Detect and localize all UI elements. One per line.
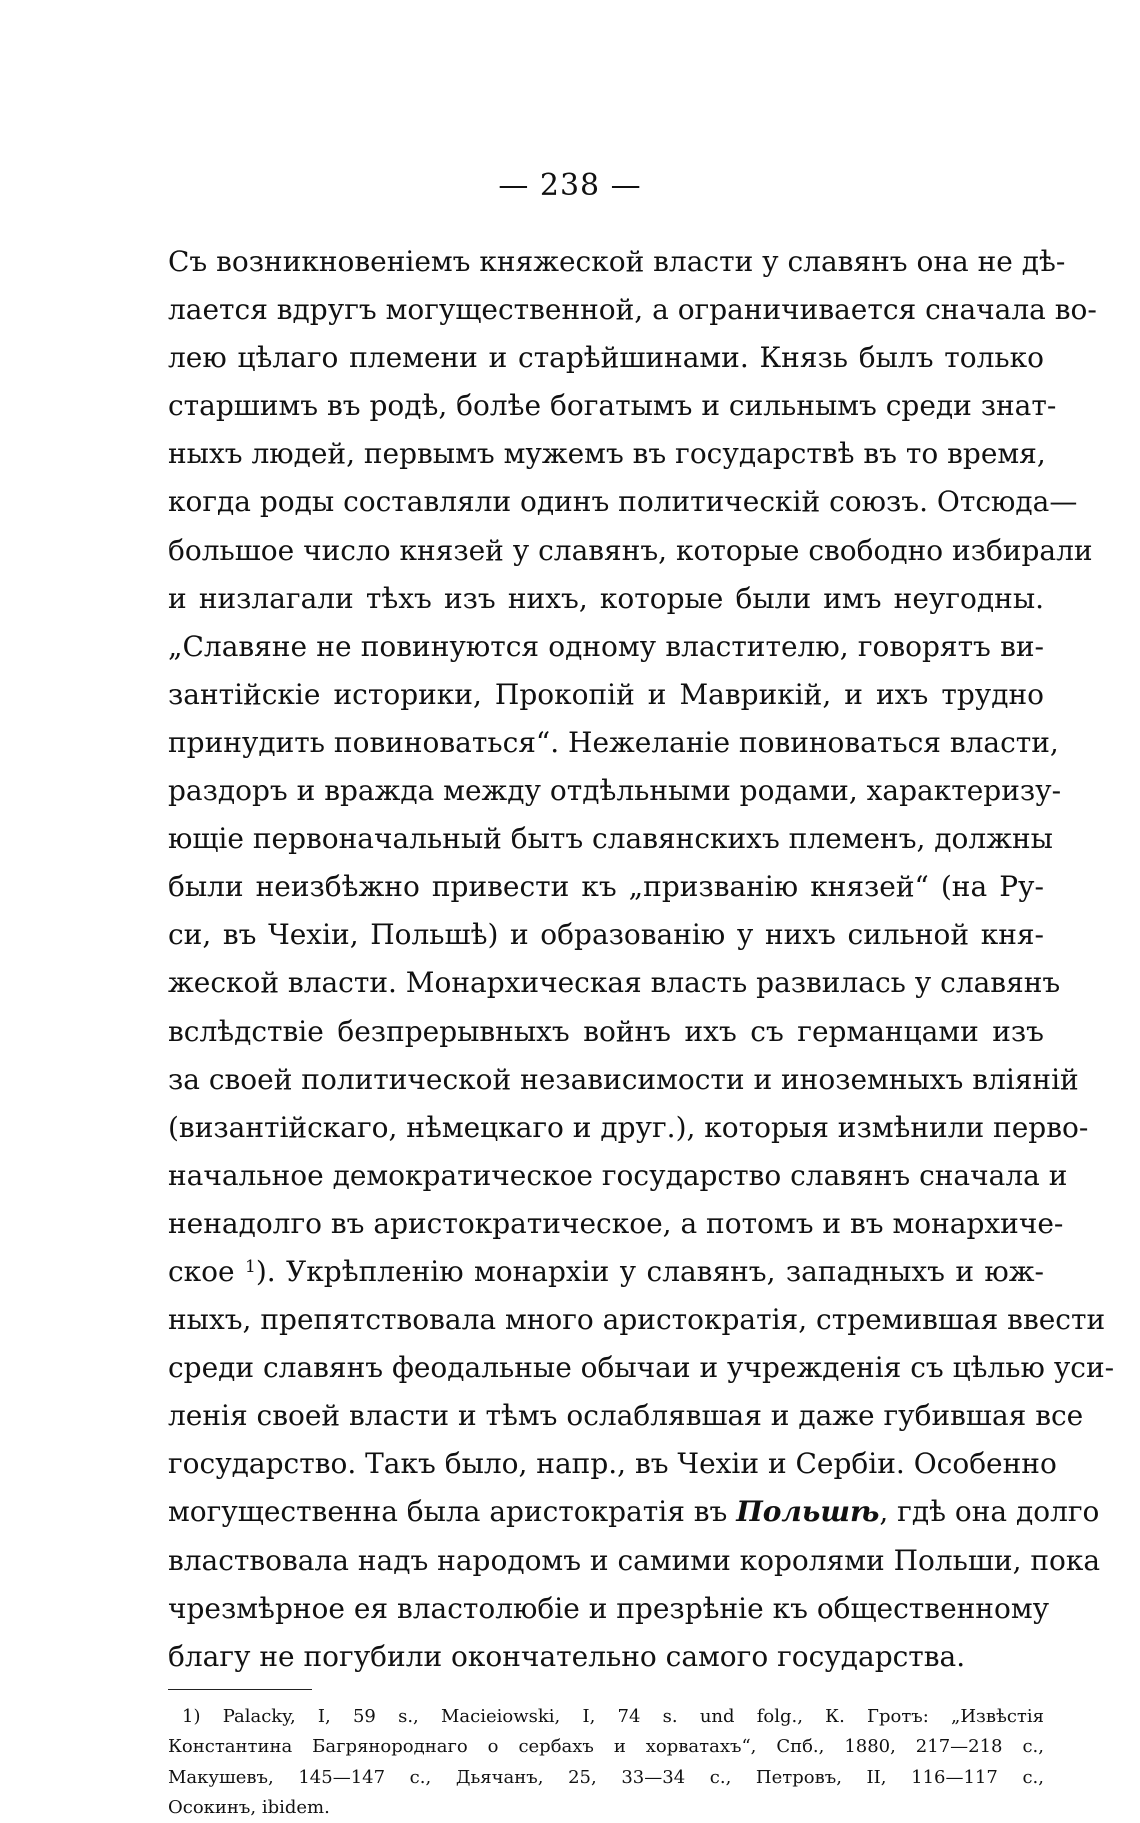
text-line: начальное демократическое государство славянъ сначала и (168, 1158, 1068, 1192)
text-line: ющіе первоначальный бытъ славянскихъ племенъ, должны (168, 822, 1053, 856)
footnote-line: 1) Palacky, I, 59 s., Macieiowski, I, 74 s. und folg., К. Гротъ: „Извѣстія (182, 1706, 1044, 1727)
text-line: ныхъ людей, первымъ мужемъ въ государствѣ въ то время, (168, 437, 1046, 471)
text-line: и низлагали тѣхъ изъ нихъ, которые были имъ неугодны. (168, 581, 1044, 615)
text-line: „Славяне не повинуются одному властителю, говорятъ ви- (168, 629, 1044, 663)
text-line: жеской власти. Монархическая власть развилась у славянъ (168, 966, 1061, 1000)
text-line: властвовала надъ народомъ и самими королями Польши, пока (168, 1543, 1101, 1577)
footnote-divider (168, 1689, 312, 1690)
emphasized-word: Польшѣ (736, 1495, 880, 1529)
text-line: чрезмѣрное ея властолюбіе и презрѣніе къ общественному (168, 1591, 1050, 1625)
footnote-line: Константина Багрянороднаго о сербахъ и хорватахъ“, Спб., 1880, 217—218 с., (168, 1736, 1044, 1758)
text-line-with-emphasis (168, 1488, 1100, 1536)
text-line: раздоръ и вражда между отдѣльными родами, характеризу- (168, 774, 1062, 808)
text-line: принудить повиноваться“. Нежеланіе повиноваться власти, (168, 725, 1059, 759)
text-line: ленія своей власти и тѣмъ ослаблявшая и даже губившая все (168, 1399, 1084, 1433)
text-line: ныхъ, препятствовала много аристократія, стремившая ввести (168, 1303, 1106, 1337)
text-line-with-footnote-mark (168, 1248, 1044, 1296)
text-line: были неизбѣжно привести къ „призванію князей“ (на Ру- (168, 870, 1044, 904)
text-fragment: ское (168, 1254, 235, 1288)
text-line: когда роды составляли одинъ политическій союзъ. Отсюда— (168, 485, 1078, 519)
text-line: лается вдругъ могущественной, а ограничивается сначала во- (168, 293, 1097, 327)
text-line: Съ возникновеніемъ княжеской власти у славянъ она не дѣ- (168, 245, 1066, 278)
text-line: большое число князей у славянъ, которые свободно избирали (168, 533, 1093, 567)
text-line: си, въ Чехіи, Польшѣ) и образованію у нихъ сильной кня- (168, 918, 1044, 952)
text-line: старшимъ въ родѣ, болѣе богатымъ и сильнымъ среди знат- (168, 389, 1057, 423)
footnote-reference: 1 (245, 1256, 256, 1277)
text-line: лею цѣлаго племени и старѣйшинами. Князь былъ только (168, 341, 1044, 375)
text-fragment: ). Укрѣпленію монархіи у славянъ, западныхъ и юж- (255, 1254, 1044, 1288)
text-line: государство. Такъ было, напр., въ Чехіи и Сербіи. Особенно (168, 1447, 1057, 1481)
text-fragment: , гдѣ она долго (879, 1495, 1100, 1529)
text-line: зантійскіе историки, Прокопій и Маврикій, и ихъ трудно (168, 677, 1044, 711)
text-line: ненадолго въ аристократическое, а потомъ и въ монархиче- (168, 1206, 1064, 1240)
page-number: — 238 — (498, 168, 642, 203)
footnote (168, 1702, 1044, 1823)
text-line: вслѣдствіе безпрерывныхъ войнъ ихъ съ германцами изъ (168, 1014, 1044, 1048)
footnote-line: Осокинъ, ibidem. (168, 1796, 330, 1818)
text-line: за своей политической независимости и иноземныхъ вліяній (168, 1062, 1079, 1096)
text-fragment: могущественна была аристократія въ (168, 1495, 728, 1529)
main-paragraph (168, 238, 1115, 1681)
text-line: (византійскаго, нѣмецкаго и друг.), которыя измѣнили перво- (168, 1110, 1089, 1144)
footnote-line: Макушевъ, 145—147 с., Дьячанъ, 25, 33—34 с., Петровъ, II, 116—117 с., (168, 1766, 1044, 1788)
text-line: благу не погубили окончательно самого государства. (168, 1639, 966, 1673)
text-line: среди славянъ феодальные обычаи и учрежденія съ цѣлью уси- (168, 1351, 1115, 1385)
